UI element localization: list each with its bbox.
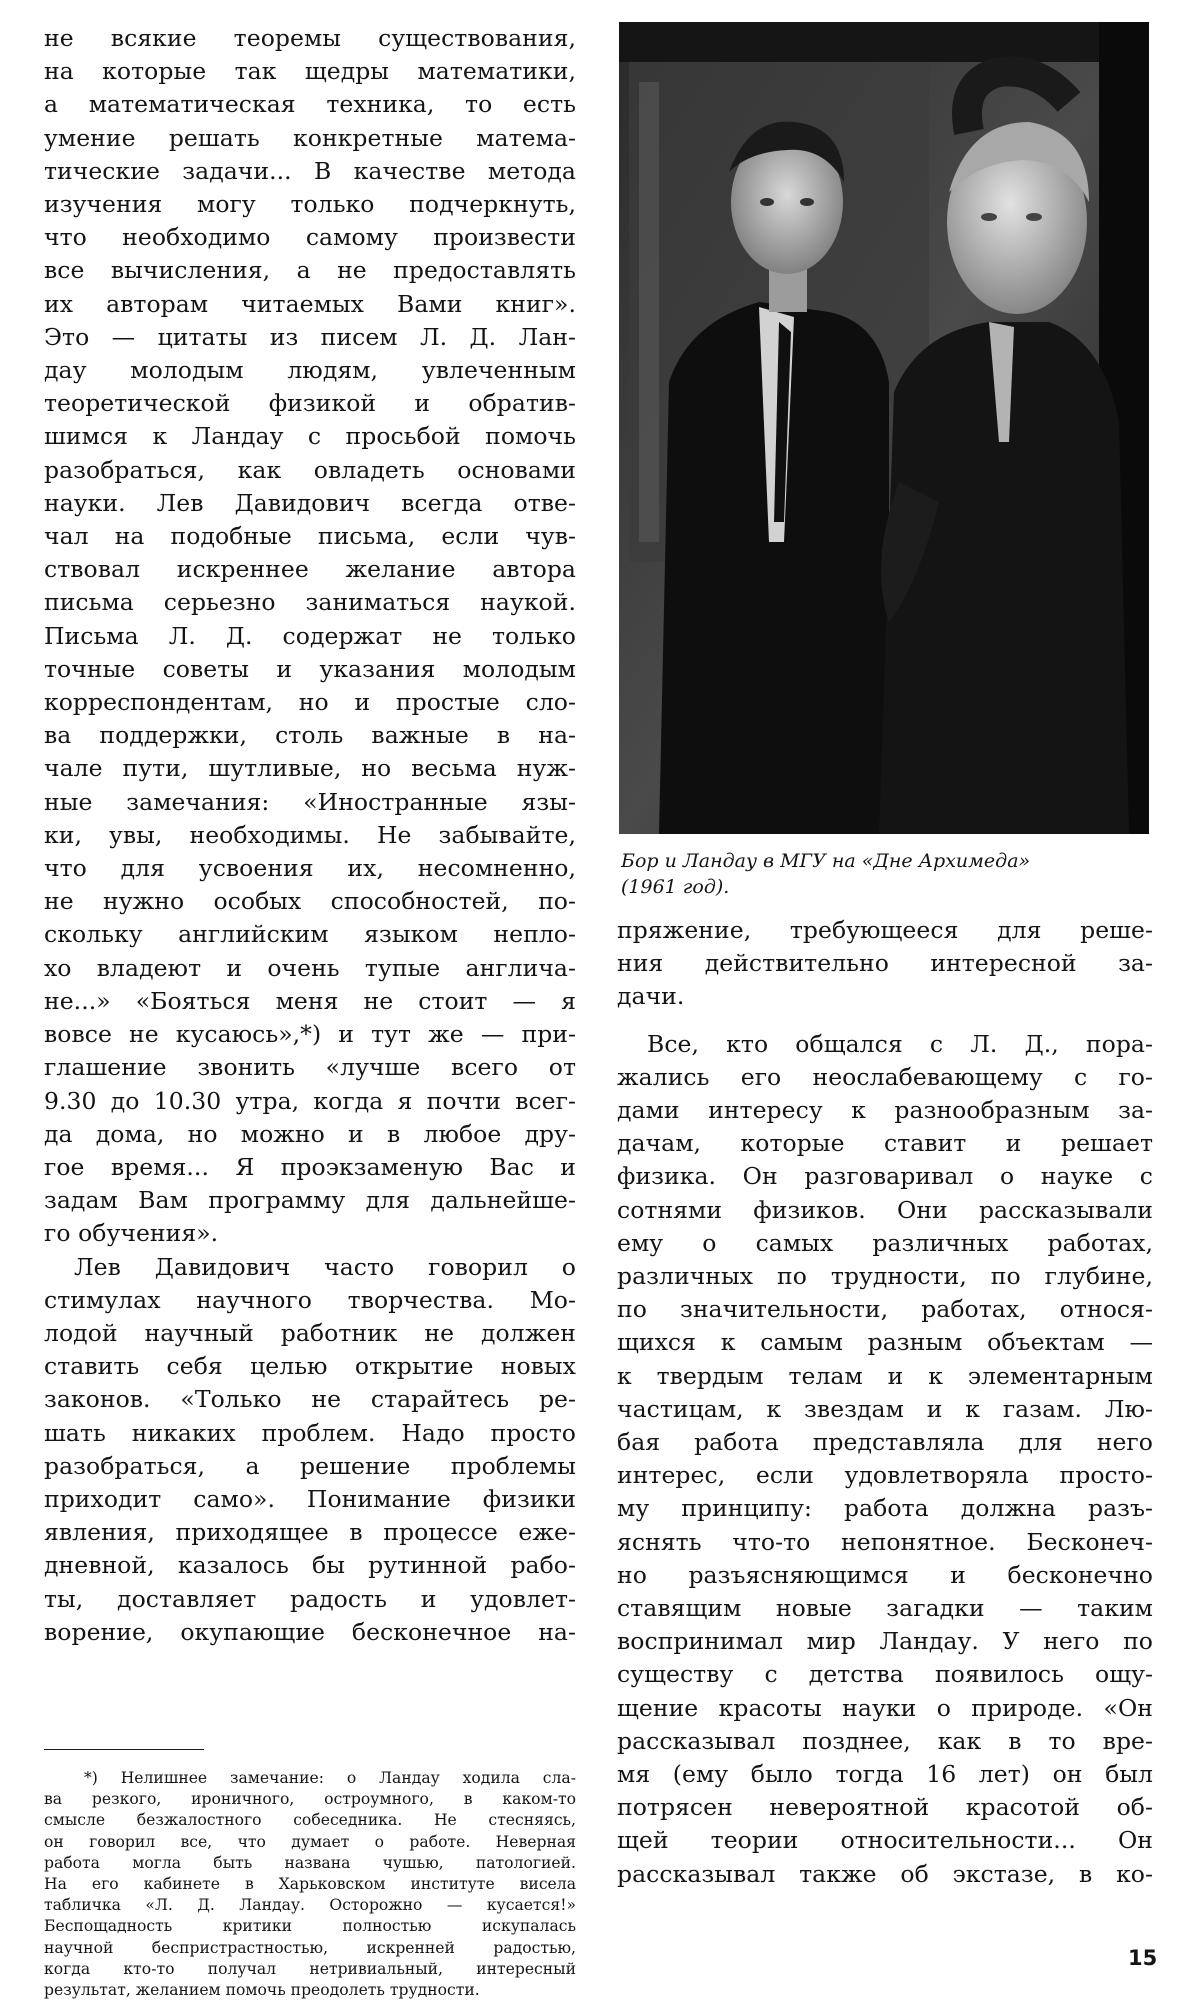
text-line: чале пути, шутливые, но весьма нуж- [44, 754, 576, 783]
paragraph-letters-quotes [44, 22, 576, 1251]
footnote-rule [44, 1749, 204, 1750]
text-line: шимся к Ландау с просьбой помочь [44, 422, 576, 451]
footnote-line: ва резкого, ироничного, остроумного, в каком-то [44, 1790, 576, 1809]
text-line: лодой научный работник не должен [44, 1318, 576, 1347]
text-line: бая работа представляла для него [617, 1428, 1153, 1457]
right-column [617, 22, 1153, 1891]
text-line: что для усвоения их, несомненно, [44, 854, 576, 883]
paragraph-gap [617, 1014, 1153, 1028]
text-line: тические задачи... В качестве метода [44, 156, 576, 185]
text-line: ва поддержки, столь важные в на- [44, 721, 576, 750]
text-line: физика. Он разговаривал о науке с [617, 1162, 1153, 1191]
text-line: все вычисления, а не предоставлять [44, 256, 576, 285]
text-line: яснять что-то непонятное. Бесконеч- [617, 1527, 1153, 1556]
text-line: гое время... Я проэкзаменую Вас и [44, 1152, 576, 1181]
footnote-line: Беспощадность критики полностью искупалась [44, 1917, 576, 1936]
text-line: явления, приходящее в процессе еже- [44, 1518, 576, 1547]
text-line: вовсе не кусаюсь»,*) и тут же — при- [44, 1020, 576, 1049]
photo-illustration [619, 22, 1149, 834]
text-line: разобраться, как овладеть основами [44, 455, 576, 484]
text-line: различных по трудности, по глубине, [617, 1262, 1153, 1291]
text-line: чал на подобные письма, если чув- [44, 522, 576, 551]
text-line: частицам, к звездам и к газам. Лю- [617, 1394, 1153, 1423]
text-line: задам Вам программу для дальнейше- [44, 1186, 576, 1215]
text-line: разобраться, а решение проблемы [44, 1451, 576, 1480]
photo-bohr-landau [619, 22, 1149, 834]
text-line: на которые так щедры математики, [44, 57, 576, 86]
text-line: ты, доставляет радость и удовлет- [44, 1584, 576, 1613]
text-line: приходит само». Понимание физики [44, 1484, 576, 1513]
text-line: их авторам читаемых Вами книг». [44, 289, 576, 318]
text-line: науки. Лев Давидович всегда отве- [44, 488, 576, 517]
text-line: изучения могу только подчеркнуть, [44, 190, 576, 219]
text-line: письма серьезно заниматься наукой. [44, 588, 576, 617]
text-line: потрясен невероятной красотой об- [617, 1793, 1153, 1822]
text-line: Все, кто общался с Л. Д., пора- [647, 1029, 1153, 1058]
text-line: законов. «Только не старайтесь ре- [44, 1385, 576, 1414]
text-line: воспринимал мир Ландау. У него по [617, 1627, 1153, 1656]
text-line: скольку английским языком непло- [44, 920, 576, 949]
footnote-line: *) Нелишнее замечание: о Ландау ходила сла- [84, 1768, 576, 1787]
footnote-line: результат, желанием помочь преодолеть трудности. [44, 1980, 480, 1999]
left-column [44, 22, 576, 2001]
text-line: рассказывал позднее, как в то вре- [617, 1726, 1153, 1755]
text-line: глашение звонить «лучше всего от [44, 1053, 576, 1082]
text-line: ставить себя целью открытие новых [44, 1352, 576, 1381]
text-line: Письма Л. Д. содержат не только [44, 621, 576, 650]
text-line: не...» «Бояться меня не стоит — я [44, 986, 576, 1015]
page-number: 15 [1128, 1946, 1158, 1970]
text-line: 9.30 до 10.30 утра, когда я почти всег- [44, 1086, 576, 1115]
text-line: ки, увы, необходимы. Не забывайте, [44, 820, 576, 849]
text-line: интерес, если удовлетворяла просто- [617, 1461, 1153, 1490]
text-line: существу с детства появилось ощу- [617, 1660, 1153, 1689]
text-line: точные советы и указания молодым [44, 654, 576, 683]
text-line: щение красоты науки о природе. «Он [617, 1693, 1153, 1722]
text-line: к твердым телам и к элементарным [617, 1361, 1153, 1390]
footnote-line: работа могла быть названа чушью, патологией. [44, 1853, 576, 1872]
footnote-line: научной беспристрастностью, искренней радостью, [44, 1938, 576, 1957]
text-line: му принципу: работа должна разъ- [617, 1494, 1153, 1523]
text-line: ворение, окупающие бесконечное на- [44, 1617, 576, 1646]
text-line: корреспондентам, но и простые сло- [44, 688, 576, 717]
paragraph-interest [617, 1028, 1153, 1891]
photo-caption-line-2: (1961 год). [621, 876, 730, 898]
text-line: ные замечания: «Иностранные язы- [44, 787, 576, 816]
photo-caption-line-1: Бор и Ландау в МГУ на «Дне Архимеда» [621, 850, 1031, 872]
text-line: щей теории относительности... Он [617, 1826, 1153, 1855]
text-line: дачам, которые ставит и решает [617, 1129, 1153, 1158]
footnote-line: когда кто-то получал нетривиальный, интересный [44, 1959, 576, 1978]
text-line: дачи. [617, 982, 685, 1011]
footnote-line: табличка «Л. Д. Ландау. Осторожно — кусается!» [44, 1896, 576, 1915]
text-line: дау молодым людям, увлеченным [44, 356, 576, 385]
text-line: не всякие теоремы существования, [44, 24, 576, 52]
text-line: по значительности, работах, относя- [617, 1295, 1153, 1324]
text-line: жались его неослабевающему с го- [617, 1062, 1153, 1091]
footnote-line: смысле безжалостного собеседника. Не стесняясь, [44, 1811, 576, 1830]
text-line: ставящим новые загадки — таким [617, 1594, 1153, 1623]
footnote-line: он говорил все, что думает о работе. Неверная [44, 1832, 576, 1851]
text-line: Лев Давидович часто говорил о [74, 1252, 576, 1281]
text-line: дами интересу к разнообразным за- [617, 1096, 1153, 1125]
text-line: дневной, казалось бы рутинной рабо- [44, 1551, 576, 1580]
text-line: а математическая техника, то есть [44, 90, 576, 119]
text-line: ния действительно интересной за- [617, 949, 1153, 978]
text-line: рассказывал также об экстазе, в ко- [617, 1859, 1153, 1888]
text-line: сотнями физиков. Они рассказывали [617, 1195, 1153, 1224]
footnote [44, 1768, 576, 2001]
text-line: что необходимо самому произвести [44, 223, 576, 252]
text-line: теоретической физикой и обратив- [44, 389, 576, 418]
text-line: шать никаких проблем. Надо просто [44, 1418, 576, 1447]
text-line: го обучения». [44, 1219, 219, 1248]
text-line: пряжение, требующееся для реше- [617, 916, 1153, 944]
text-line: хо владеют и очень тупые англича- [44, 953, 576, 982]
footnote-line: На его кабинете в Харьковском институте висела [44, 1874, 576, 1893]
text-line: не нужно особых способностей, по- [44, 887, 576, 916]
text-line: умение решать конкретные матема- [44, 123, 576, 152]
text-line: щихся к самым разным объектам — [617, 1328, 1153, 1357]
text-line: но разъясняющимся и бесконечно [617, 1560, 1153, 1589]
text-line: ствовал искреннее желание автора [44, 555, 576, 584]
text-line: мя (ему было тогда 16 лет) он был [617, 1760, 1153, 1789]
text-line: ему о самых различных работах, [617, 1228, 1153, 1257]
paragraph-continuation [617, 914, 1153, 1028]
text-line: Это — цитаты из писем Л. Д. Лан- [44, 322, 576, 351]
text-line: стимулах научного творчества. Мо- [44, 1285, 576, 1314]
paragraph-stimuli [44, 1251, 576, 1649]
text-line: да дома, но можно и в любое дру- [44, 1119, 576, 1148]
